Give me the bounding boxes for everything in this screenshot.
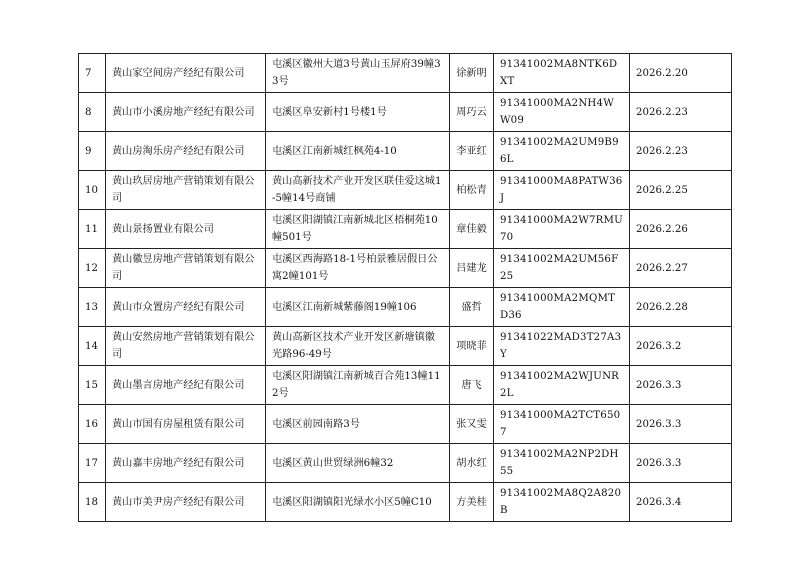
registry-table [78, 53, 732, 522]
record-date: 2026.3.3 [630, 405, 732, 444]
company-address: 黄山高新区技术产业开发区新塘镇徽光路96-49号 [266, 327, 450, 366]
company-name: 黄山市美尹房产经纪有限公司 [106, 483, 266, 522]
legal-representative: 方美桂 [450, 483, 494, 522]
record-date: 2026.3.4 [630, 483, 732, 522]
table-row [79, 366, 732, 405]
legal-representative: 章佳毅 [450, 210, 494, 249]
legal-representative: 柏松青 [450, 171, 494, 210]
row-number: 11 [79, 210, 106, 249]
row-number: 16 [79, 405, 106, 444]
company-address: 屯溪区徽州大道3号黄山玉屏府39幢33号 [266, 54, 450, 93]
legal-representative: 徐新明 [450, 54, 494, 93]
legal-representative: 项晓菲 [450, 327, 494, 366]
legal-representative: 唐飞 [450, 366, 494, 405]
record-date: 2026.2.25 [630, 171, 732, 210]
credit-code: 91341002MA2UM56F25 [494, 249, 630, 288]
row-number: 8 [79, 93, 106, 132]
credit-code: 91341000MA2TCT6507 [494, 405, 630, 444]
credit-code: 91341002MA2NP2DH55 [494, 444, 630, 483]
row-number: 14 [79, 327, 106, 366]
company-address: 屯溪区阜安新村1号楼1号 [266, 93, 450, 132]
record-date: 2026.2.20 [630, 54, 732, 93]
record-date: 2026.3.3 [630, 366, 732, 405]
row-number: 7 [79, 54, 106, 93]
legal-representative: 李亚红 [450, 132, 494, 171]
company-name: 黄山家空间房产经纪有限公司 [106, 54, 266, 93]
table-row [79, 171, 732, 210]
legal-representative: 胡水红 [450, 444, 494, 483]
row-number: 9 [79, 132, 106, 171]
company-name: 黄山市小溪房地产经纪有限公司 [106, 93, 266, 132]
company-name: 黄山嘉丰房地产经纪有限公司 [106, 444, 266, 483]
row-number: 15 [79, 366, 106, 405]
company-address: 屯溪区西海路18-1号柏景雅居假日公寓2幢101号 [266, 249, 450, 288]
table-row [79, 483, 732, 522]
table-row [79, 405, 732, 444]
row-number: 17 [79, 444, 106, 483]
company-name: 黄山房淘乐房产经纪有限公司 [106, 132, 266, 171]
credit-code: 91341000MA8PATW36J [494, 171, 630, 210]
row-number: 10 [79, 171, 106, 210]
table-row [79, 249, 732, 288]
table-row [79, 132, 732, 171]
legal-representative: 周巧云 [450, 93, 494, 132]
company-name: 黄山玖居房地产营销策划有限公司 [106, 171, 266, 210]
company-address: 屯溪区江南新城红枫苑4-10 [266, 132, 450, 171]
record-date: 2026.3.3 [630, 444, 732, 483]
credit-code: 91341022MAD3T27A3Y [494, 327, 630, 366]
company-address: 黄山高新技术产业开发区联佳爱这城1-5幢14号商铺 [266, 171, 450, 210]
company-address: 屯溪区阳湖镇江南新城百合苑13幢112号 [266, 366, 450, 405]
company-name: 黄山市国有房屋租赁有限公司 [106, 405, 266, 444]
company-name: 黄山景扬置业有限公司 [106, 210, 266, 249]
table-row [79, 54, 732, 93]
credit-code: 91341002MA8NTK6DXT [494, 54, 630, 93]
company-address: 屯溪区前园南路3号 [266, 405, 450, 444]
table-row [79, 327, 732, 366]
row-number: 12 [79, 249, 106, 288]
company-name: 黄山安然房地产营销策划有限公司 [106, 327, 266, 366]
table-row [79, 444, 732, 483]
company-address: 屯溪区阳湖镇江南新城北区梧桐苑10幢501号 [266, 210, 450, 249]
credit-code: 91341002MA8Q2A820B [494, 483, 630, 522]
credit-code: 91341002MA2WJUNR2L [494, 366, 630, 405]
credit-code: 91341000MA2NH4WW09 [494, 93, 630, 132]
credit-code: 91341000MA2W7RMU70 [494, 210, 630, 249]
table-row [79, 210, 732, 249]
company-address: 屯溪区阳湖镇阳光绿水小区5幢C10 [266, 483, 450, 522]
row-number: 18 [79, 483, 106, 522]
legal-representative: 张又雯 [450, 405, 494, 444]
legal-representative: 盛哲 [450, 288, 494, 327]
company-name: 黄山墨言房地产经纪有限公司 [106, 366, 266, 405]
record-date: 2026.2.23 [630, 93, 732, 132]
record-date: 2026.2.26 [630, 210, 732, 249]
table-row [79, 288, 732, 327]
company-address: 屯溪区江南新城紫藤阁19幢106 [266, 288, 450, 327]
legal-representative: 吕建龙 [450, 249, 494, 288]
record-date: 2026.2.27 [630, 249, 732, 288]
company-name: 黄山徽昱房地产营销策划有限公司 [106, 249, 266, 288]
record-date: 2026.2.28 [630, 288, 732, 327]
company-name: 黄山市众置房产经纪有限公司 [106, 288, 266, 327]
credit-code: 91341000MA2MQMTD36 [494, 288, 630, 327]
record-date: 2026.2.23 [630, 132, 732, 171]
table-row [79, 93, 732, 132]
company-address: 屯溪区黄山世贸绿洲6幢32 [266, 444, 450, 483]
record-date: 2026.3.2 [630, 327, 732, 366]
row-number: 13 [79, 288, 106, 327]
registry-table-body [79, 54, 732, 522]
credit-code: 91341002MA2UM9B96L [494, 132, 630, 171]
